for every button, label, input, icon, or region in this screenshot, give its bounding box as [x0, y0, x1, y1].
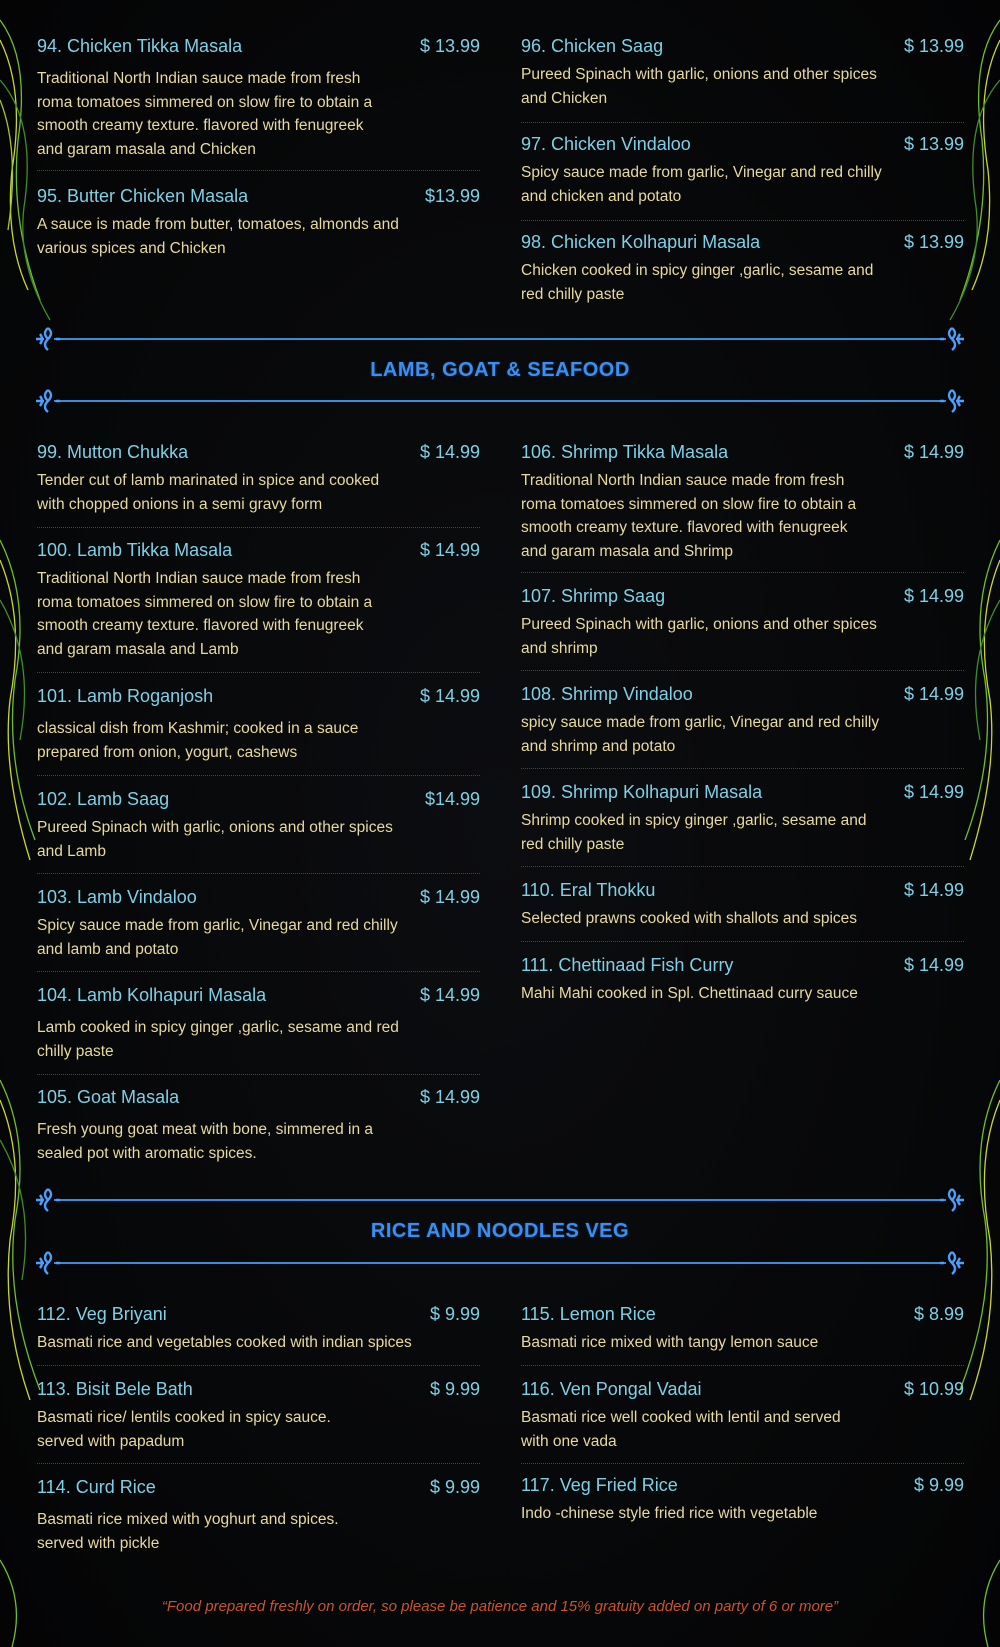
item-divider	[37, 775, 480, 776]
item-price: $ 10.99	[903, 1379, 964, 1399]
item-description: Pureed Spinach with garlic, onions and other spices and shrimp	[521, 616, 877, 657]
item-divider	[37, 1463, 480, 1464]
item-name: 98. Chicken Kolhapuri Masala	[521, 232, 761, 252]
item-price: $ 14.99	[419, 1087, 480, 1107]
item-name: 110. Eral Thokku	[521, 880, 656, 900]
fleur-ornament-icon	[938, 1186, 966, 1214]
item-name: 109. Shrimp Kolhapuri Masala	[521, 782, 763, 802]
item-price: $ 14.99	[419, 442, 480, 462]
item-price: $ 14.99	[419, 686, 480, 706]
item-description: Traditional North Indian sauce made from fresh roma tomatoes simmered on slow fire to obtain a smooth creamy texture. flavored with fenugreek and garam masala and Lamb	[37, 570, 373, 658]
item-description: Spicy sauce made from garlic, Vinegar and red chilly and chicken and potato	[521, 164, 882, 205]
item-description: Basmati rice mixed with yoghurt and spices. served with pickle	[37, 1511, 339, 1552]
item-name: 103. Lamb Vindaloo	[37, 887, 197, 907]
item-divider	[521, 122, 964, 123]
item-divider	[521, 670, 964, 671]
item-name: 94. Chicken Tikka Masala	[37, 36, 243, 56]
item-price: $ 13.99	[903, 134, 964, 154]
item-price: $ 13.99	[419, 36, 480, 56]
item-name: 97. Chicken Vindaloo	[521, 134, 691, 154]
item-name: 95. Butter Chicken Masala	[37, 186, 249, 206]
item-name: 105. Goat Masala	[37, 1087, 180, 1107]
item-price: $ 9.99	[429, 1304, 480, 1324]
item-divider	[521, 768, 964, 769]
fleur-ornament-icon	[938, 1249, 966, 1277]
item-description: Spicy sauce made from garlic, Vinegar and red chilly and lamb and potato	[37, 917, 398, 958]
item-divider	[37, 873, 480, 874]
section-divider-top	[34, 325, 966, 353]
item-description: Basmati rice well cooked with lentil and served with one vada	[521, 1409, 841, 1450]
item-name: 100. Lamb Tikka Masala	[37, 540, 233, 560]
item-description: classical dish from Kashmir; cooked in a sauce prepared from onion, yogurt, cashews	[37, 720, 359, 761]
item-description: Selected prawns cooked with shallots and spices	[521, 910, 858, 927]
item-price: $ 13.99	[903, 232, 964, 252]
item-divider	[521, 866, 964, 867]
item-price: $ 9.99	[429, 1477, 480, 1497]
section-title-rice-noodles-veg: RICE AND NOODLES VEG	[370, 1220, 630, 1242]
item-description: Pureed Spinach with garlic, onions and other spices and Lamb	[37, 819, 393, 860]
item-name: 99. Mutton Chukka	[37, 442, 189, 462]
item-price: $ 14.99	[903, 442, 964, 462]
item-price: $ 8.99	[913, 1304, 964, 1324]
item-name: 101. Lamb Roganjosh	[37, 686, 214, 706]
item-name: 106. Shrimp Tikka Masala	[521, 442, 729, 462]
item-name: 96. Chicken Saag	[521, 36, 664, 56]
section-divider-bottom	[34, 387, 966, 415]
fleur-ornament-icon	[34, 1186, 62, 1214]
footer-note: “Food prepared freshly on order, so please be patience and 15% gratuity added on party of 6 or more”	[161, 1598, 839, 1615]
item-name: 104. Lamb Kolhapuri Masala	[37, 985, 267, 1005]
item-divider	[521, 220, 964, 221]
fleur-ornament-icon	[34, 387, 62, 415]
item-description: Traditional North Indian sauce made from fresh roma tomatoes simmered on slow fire to obtain a smooth creamy texture. flavored with fenugreek and garam masala and Chicken	[37, 70, 373, 158]
item-divider	[521, 941, 964, 942]
item-name: 117. Veg Fried Rice	[521, 1475, 678, 1495]
item-divider	[521, 1463, 964, 1464]
section-divider-top	[34, 1186, 966, 1214]
item-divider	[37, 672, 480, 673]
item-name: 111. Chettinaad Fish Curry	[521, 955, 734, 975]
item-price: $ 14.99	[903, 684, 964, 704]
item-price: $ 14.99	[419, 540, 480, 560]
item-price: $ 14.99	[903, 586, 964, 606]
item-description: Lamb cooked in spicy ginger ,garlic, sesame and red chilly paste	[37, 1019, 399, 1060]
item-price: $ 13.99	[903, 36, 964, 56]
item-divider	[521, 572, 964, 573]
item-name: 115. Lemon Rice	[521, 1304, 656, 1324]
item-price: $ 14.99	[903, 880, 964, 900]
section-title-lamb-goat-seafood: LAMB, GOAT & SEAFOOD	[370, 359, 630, 381]
item-price: $ 9.99	[429, 1379, 480, 1399]
item-description: spicy sauce made from garlic, Vinegar and red chilly and shrimp and potato	[521, 714, 880, 755]
item-divider	[37, 1074, 480, 1075]
item-name: 108. Shrimp Vindaloo	[521, 684, 693, 704]
item-name: 112. Veg Briyani	[37, 1304, 167, 1324]
item-description: Basmati rice/ lentils cooked in spicy sauce. served with papadum	[37, 1409, 331, 1450]
item-price: $13.99	[424, 186, 480, 206]
item-description: A sauce is made from butter, tomatoes, almonds and various spices and Chicken	[37, 216, 399, 257]
item-divider	[37, 527, 480, 528]
item-price: $ 14.99	[903, 782, 964, 802]
item-description: Pureed Spinach with garlic, onions and other spices and Chicken	[521, 66, 877, 107]
item-description: Tender cut of lamb marinated in spice and cooked with chopped onions in a semi gravy form	[37, 472, 380, 513]
item-description: Indo -chinese style fried rice with vegetable	[521, 1505, 818, 1522]
item-description: Basmati rice mixed with tangy lemon sauce	[521, 1334, 819, 1351]
item-name: 114. Curd Rice	[37, 1477, 156, 1497]
item-divider	[521, 1365, 964, 1366]
item-description: Chicken cooked in spicy ginger ,garlic, sesame and red chilly paste	[521, 262, 874, 303]
item-description: Shrimp cooked in spicy ginger ,garlic, sesame and red chilly paste	[521, 812, 867, 853]
fleur-ornament-icon	[34, 1249, 62, 1277]
item-price: $ 14.99	[419, 985, 480, 1005]
item-name: 107. Shrimp Saag	[521, 586, 666, 606]
item-divider	[37, 971, 480, 972]
item-divider	[37, 1365, 480, 1366]
item-name: 116. Ven Pongal Vadai	[521, 1379, 702, 1399]
item-description: Fresh young goat meat with bone, simmered in a sealed pot with aromatic spices.	[37, 1121, 374, 1162]
item-price: $ 14.99	[903, 955, 964, 975]
item-description: Mahi Mahi cooked in Spl. Chettinaad curry sauce	[521, 985, 858, 1002]
item-divider	[37, 170, 480, 171]
item-name: 102. Lamb Saag	[37, 789, 170, 809]
section-divider-bottom	[34, 1249, 966, 1277]
fleur-ornament-icon	[34, 325, 62, 353]
item-price: $ 9.99	[913, 1475, 964, 1495]
item-name: 113. Bisit Bele Bath	[37, 1379, 193, 1399]
fleur-ornament-icon	[938, 325, 966, 353]
item-price: $ 14.99	[419, 887, 480, 907]
item-description: Traditional North Indian sauce made from fresh roma tomatoes simmered on slow fire to obtain a smooth creamy texture. flavored with fenugreek and garam masala and Shrimp	[521, 472, 857, 560]
fleur-ornament-icon	[938, 387, 966, 415]
item-price: $14.99	[424, 789, 480, 809]
item-description: Basmati rice and vegetables cooked with indian spices	[37, 1334, 412, 1351]
